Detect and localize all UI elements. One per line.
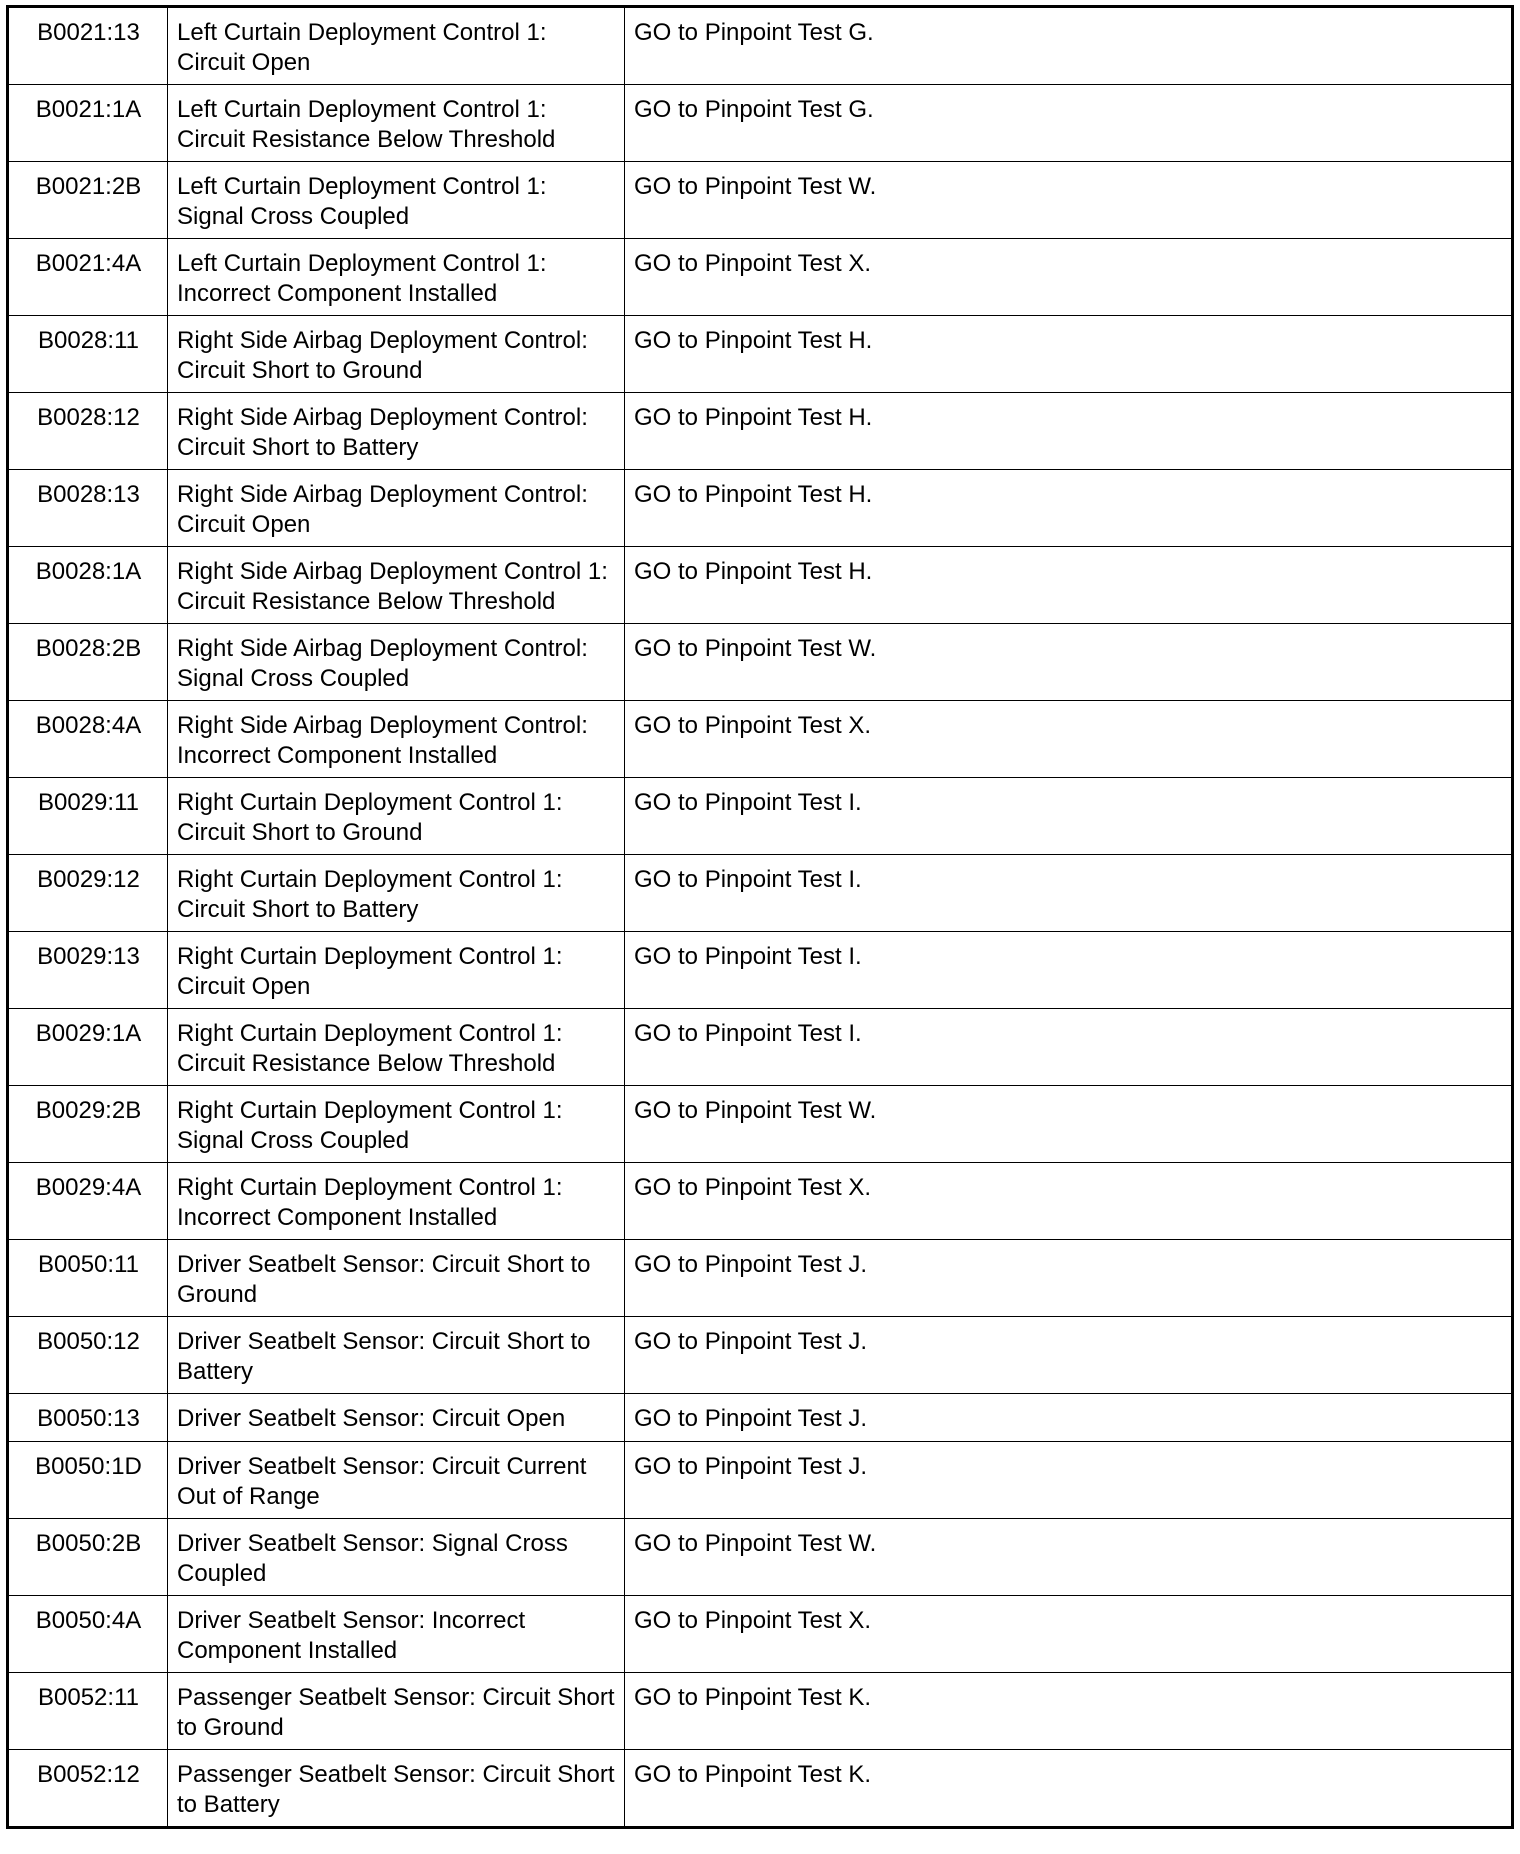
dtc-table-body	[8, 7, 1513, 1828]
dtc-action-cell: GO to Pinpoint Test J.	[625, 1317, 1513, 1394]
table-row	[8, 778, 1513, 855]
table-row	[8, 855, 1513, 932]
dtc-action-cell: GO to Pinpoint Test I.	[625, 1009, 1513, 1086]
dtc-action-cell: GO to Pinpoint Test K.	[625, 1750, 1513, 1828]
table-row	[8, 1394, 1513, 1442]
table-row	[8, 1240, 1513, 1317]
table-row	[8, 1519, 1513, 1596]
dtc-action-cell: GO to Pinpoint Test W.	[625, 162, 1513, 239]
table-row	[8, 1750, 1513, 1828]
dtc-action-cell: GO to Pinpoint Test I.	[625, 855, 1513, 932]
dtc-description-cell: Right Curtain Deployment Control 1: Circuit Resistance Below Threshold	[168, 1009, 625, 1086]
dtc-description-cell: Driver Seatbelt Sensor: Incorrect Component Installed	[168, 1596, 625, 1673]
dtc-code-cell: B0021:13	[8, 7, 168, 85]
table-row	[8, 1009, 1513, 1086]
table-row	[8, 162, 1513, 239]
table-row	[8, 624, 1513, 701]
dtc-code-cell: B0050:13	[8, 1394, 168, 1442]
dtc-code-cell: B0050:2B	[8, 1519, 168, 1596]
dtc-description-cell: Right Side Airbag Deployment Control: Circuit Short to Ground	[168, 316, 625, 393]
dtc-code-cell: B0050:1D	[8, 1442, 168, 1519]
table-row	[8, 85, 1513, 162]
dtc-action-cell: GO to Pinpoint Test X.	[625, 1163, 1513, 1240]
dtc-table	[6, 5, 1514, 1829]
dtc-description-cell: Right Side Airbag Deployment Control: Circuit Short to Battery	[168, 393, 625, 470]
dtc-code-cell: B0029:11	[8, 778, 168, 855]
table-row	[8, 1442, 1513, 1519]
dtc-action-cell: GO to Pinpoint Test K.	[625, 1673, 1513, 1750]
table-row	[8, 1596, 1513, 1673]
dtc-description-cell: Right Curtain Deployment Control 1: Signal Cross Coupled	[168, 1086, 625, 1163]
dtc-code-cell: B0021:4A	[8, 239, 168, 316]
table-row	[8, 1163, 1513, 1240]
dtc-code-cell: B0050:4A	[8, 1596, 168, 1673]
table-row	[8, 1317, 1513, 1394]
dtc-description-cell: Left Curtain Deployment Control 1: Signal Cross Coupled	[168, 162, 625, 239]
dtc-action-cell: GO to Pinpoint Test X.	[625, 239, 1513, 316]
dtc-action-cell: GO to Pinpoint Test G.	[625, 7, 1513, 85]
dtc-description-cell: Right Curtain Deployment Control 1: Incorrect Component Installed	[168, 1163, 625, 1240]
dtc-action-cell: GO to Pinpoint Test H.	[625, 316, 1513, 393]
dtc-description-cell: Driver Seatbelt Sensor: Circuit Open	[168, 1394, 625, 1442]
table-row	[8, 7, 1513, 85]
dtc-code-cell: B0021:1A	[8, 85, 168, 162]
dtc-action-cell: GO to Pinpoint Test H.	[625, 393, 1513, 470]
dtc-action-cell: GO to Pinpoint Test W.	[625, 624, 1513, 701]
dtc-action-cell: GO to Pinpoint Test W.	[625, 1519, 1513, 1596]
dtc-action-cell: GO to Pinpoint Test I.	[625, 932, 1513, 1009]
dtc-description-cell: Driver Seatbelt Sensor: Signal Cross Coupled	[168, 1519, 625, 1596]
table-row	[8, 1086, 1513, 1163]
dtc-description-cell: Right Side Airbag Deployment Control: Incorrect Component Installed	[168, 701, 625, 778]
dtc-description-cell: Left Curtain Deployment Control 1: Circuit Open	[168, 7, 625, 85]
dtc-code-cell: B0028:12	[8, 393, 168, 470]
dtc-action-cell: GO to Pinpoint Test W.	[625, 1086, 1513, 1163]
table-row	[8, 701, 1513, 778]
dtc-code-cell: B0028:11	[8, 316, 168, 393]
dtc-action-cell: GO to Pinpoint Test H.	[625, 470, 1513, 547]
dtc-description-cell: Driver Seatbelt Sensor: Circuit Current Out of Range	[168, 1442, 625, 1519]
dtc-description-cell: Driver Seatbelt Sensor: Circuit Short to Battery	[168, 1317, 625, 1394]
dtc-description-cell: Left Curtain Deployment Control 1: Circuit Resistance Below Threshold	[168, 85, 625, 162]
dtc-code-cell: B0052:11	[8, 1673, 168, 1750]
table-row	[8, 1673, 1513, 1750]
dtc-code-cell: B0021:2B	[8, 162, 168, 239]
table-row	[8, 393, 1513, 470]
dtc-description-cell: Passenger Seatbelt Sensor: Circuit Short to Ground	[168, 1673, 625, 1750]
dtc-code-cell: B0052:12	[8, 1750, 168, 1828]
table-row	[8, 470, 1513, 547]
table-row	[8, 239, 1513, 316]
dtc-description-cell: Left Curtain Deployment Control 1: Incorrect Component Installed	[168, 239, 625, 316]
dtc-action-cell: GO to Pinpoint Test G.	[625, 85, 1513, 162]
dtc-code-cell: B0028:2B	[8, 624, 168, 701]
dtc-code-cell: B0028:1A	[8, 547, 168, 624]
dtc-description-cell: Passenger Seatbelt Sensor: Circuit Short to Battery	[168, 1750, 625, 1828]
dtc-action-cell: GO to Pinpoint Test J.	[625, 1442, 1513, 1519]
dtc-description-cell: Right Curtain Deployment Control 1: Circuit Open	[168, 932, 625, 1009]
table-row	[8, 316, 1513, 393]
dtc-action-cell: GO to Pinpoint Test J.	[625, 1394, 1513, 1442]
dtc-description-cell: Right Curtain Deployment Control 1: Circuit Short to Ground	[168, 778, 625, 855]
document-page	[6, 5, 1514, 1829]
dtc-code-cell: B0029:12	[8, 855, 168, 932]
dtc-action-cell: GO to Pinpoint Test I.	[625, 778, 1513, 855]
dtc-action-cell: GO to Pinpoint Test X.	[625, 1596, 1513, 1673]
dtc-action-cell: GO to Pinpoint Test X.	[625, 701, 1513, 778]
dtc-code-cell: B0029:1A	[8, 1009, 168, 1086]
table-row	[8, 547, 1513, 624]
dtc-code-cell: B0050:12	[8, 1317, 168, 1394]
dtc-code-cell: B0029:4A	[8, 1163, 168, 1240]
dtc-description-cell: Right Curtain Deployment Control 1: Circuit Short to Battery	[168, 855, 625, 932]
dtc-action-cell: GO to Pinpoint Test J.	[625, 1240, 1513, 1317]
dtc-code-cell: B0029:13	[8, 932, 168, 1009]
dtc-code-cell: B0029:2B	[8, 1086, 168, 1163]
table-row	[8, 932, 1513, 1009]
dtc-code-cell: B0028:13	[8, 470, 168, 547]
dtc-action-cell: GO to Pinpoint Test H.	[625, 547, 1513, 624]
dtc-code-cell: B0028:4A	[8, 701, 168, 778]
dtc-description-cell: Right Side Airbag Deployment Control: Circuit Open	[168, 470, 625, 547]
dtc-code-cell: B0050:11	[8, 1240, 168, 1317]
dtc-description-cell: Right Side Airbag Deployment Control 1: Circuit Resistance Below Threshold	[168, 547, 625, 624]
dtc-description-cell: Driver Seatbelt Sensor: Circuit Short to Ground	[168, 1240, 625, 1317]
dtc-description-cell: Right Side Airbag Deployment Control: Signal Cross Coupled	[168, 624, 625, 701]
